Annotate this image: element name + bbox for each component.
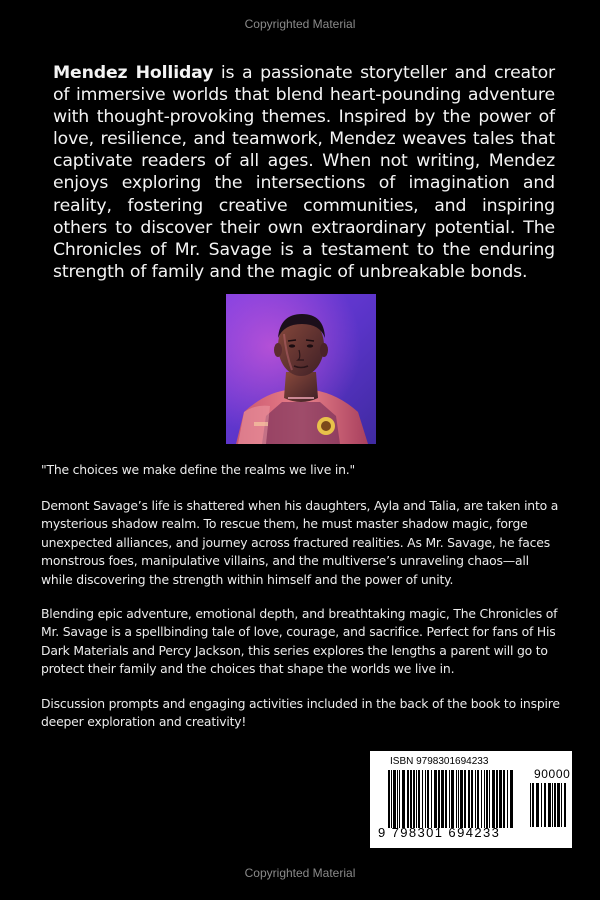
tagline-quote: "The choices we make define the realms we live in."	[41, 462, 355, 477]
isbn-digits: 9 798301 694233	[378, 825, 501, 840]
copyright-watermark-bottom: Copyrighted Material	[244, 866, 356, 880]
author-name: Mendez Holliday	[53, 63, 214, 83]
isbn-label: ISBN 9798301694233	[390, 756, 489, 767]
isbn-barcode-box	[370, 751, 572, 848]
synopsis-paragraph-3: Discussion prompts and engaging activities included in the back of the book to inspire deeper exploration and creativity!	[41, 696, 560, 730]
price-addon-barcode	[530, 783, 568, 827]
author-bio-text: is a passionate storyteller and creator of immersive worlds that blend heart-pounding adventure with thought-provoking themes. Inspired by the power of love, resilience, and teamwork, Mendez weaves tales that captivate readers of all ages. When not writing, Mendez enjoys exploring the intersections of imagination and reality, fostering creative communities, and inspiring others to discover their own extraordinary potential. The Chronicles of Mr. Savage is a testament to the enduring strength of family and the magic of unbreakable bonds.	[53, 63, 555, 282]
author-portrait	[226, 294, 376, 444]
synopsis-paragraph-1: Demont Savage’s life is shattered when his daughters, Ayla and Talia, are taken into a mysterious shadow realm. To rescue them, he must master shadow magic, forge unexpected alliances, and journey across fractured realities. As Mr. Savage, he faces monstrous foes, manipulative villains, and the multiverse’s unraveling chaos—all while discovering the strength within himself and the power of unity.	[41, 498, 559, 587]
copyright-watermark-top: Copyrighted Material	[244, 17, 356, 31]
price-code: 90000	[534, 767, 571, 781]
isbn-barcode	[388, 770, 516, 828]
synopsis-paragraph-2: Blending epic adventure, emotional depth, and breathtaking magic, The Chronicles of Mr. Savage is a spellbinding tale of love, courage, and sacrifice. Perfect for fans of His Dark Materials and Percy Jackson, this series explores the lengths a parent will go to protect their family and the choices that shape the worlds we live in.	[41, 606, 558, 677]
author-bio	[53, 62, 555, 283]
